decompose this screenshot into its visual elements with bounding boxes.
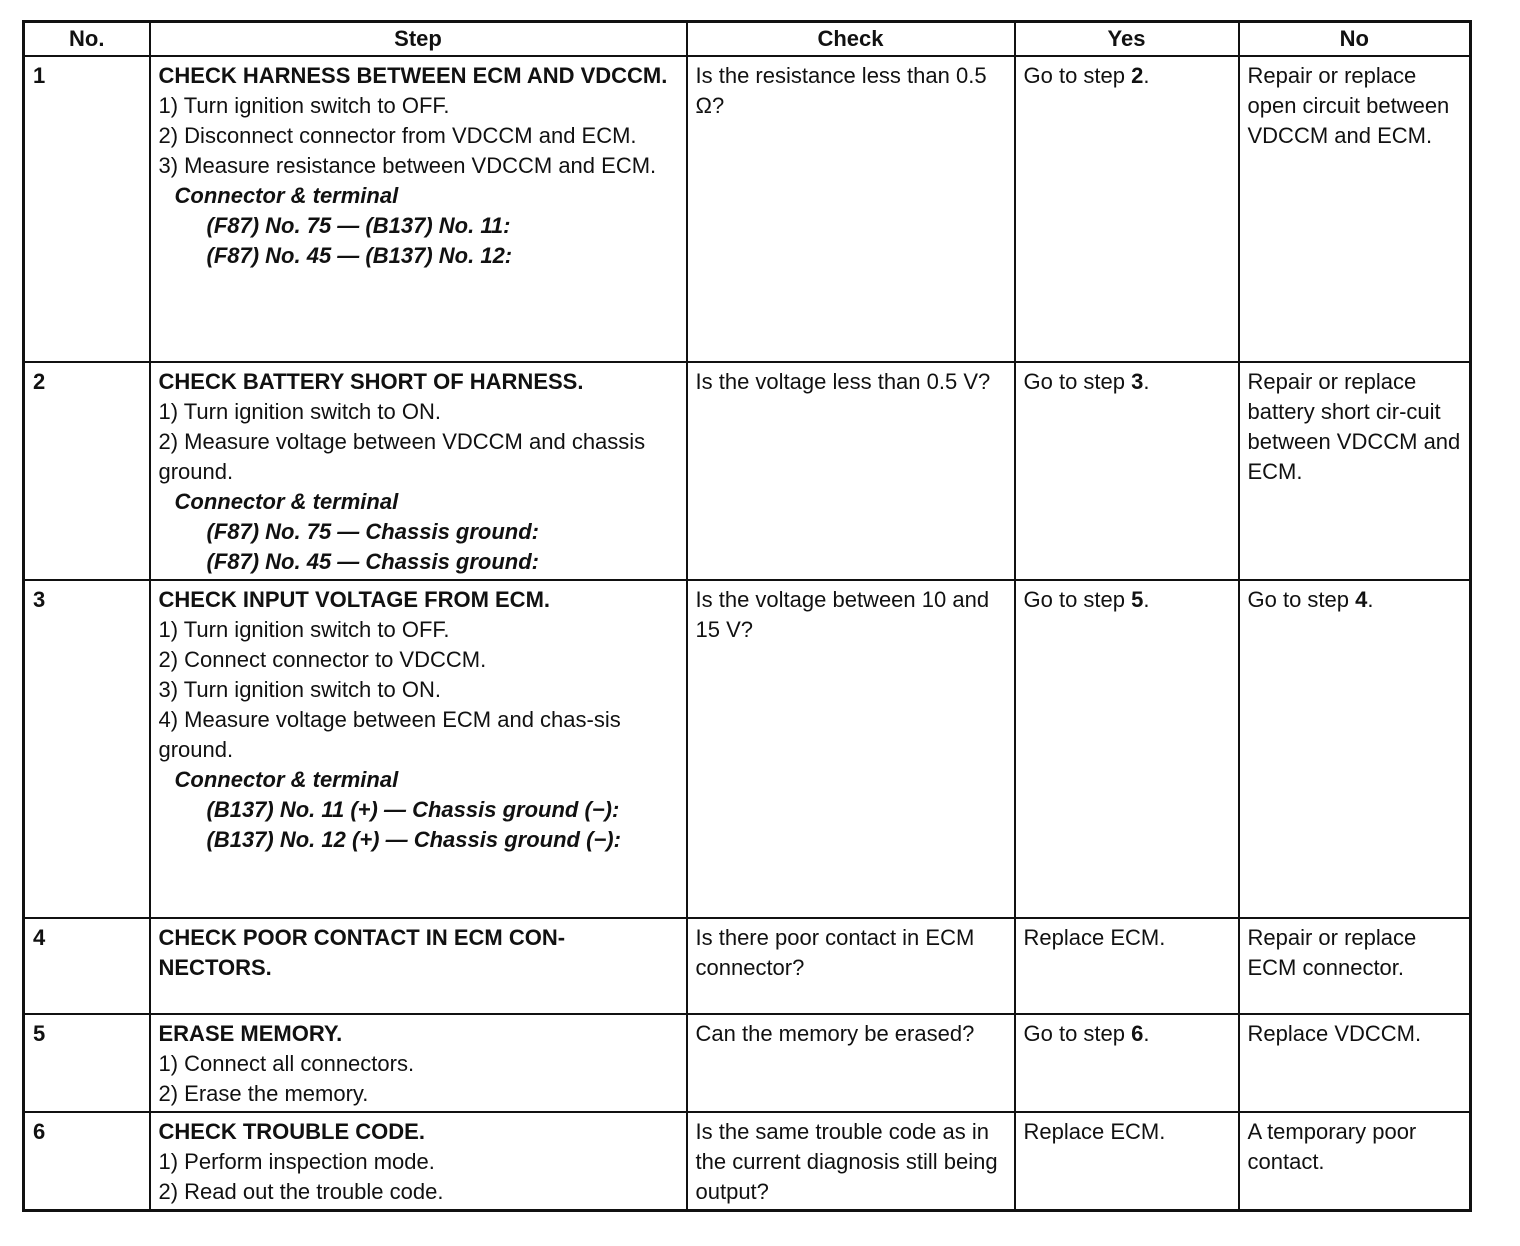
header-no: No. <box>24 22 150 57</box>
yes-result <box>1015 1014 1239 1112</box>
yes-result <box>1015 362 1239 580</box>
step-cell <box>150 918 687 1014</box>
diagnostic-table <box>22 20 1472 1212</box>
step-number: 3 <box>24 580 150 918</box>
step-instruction: 4) Measure voltage between ECM and chas-sis ground. <box>158 707 621 762</box>
check-question: Is the same trouble code as in the current diagnosis still being output? <box>687 1112 1015 1211</box>
no-result <box>1239 362 1471 580</box>
connector-terminal: (B137) No. 11 (+) — Chassis ground (−): <box>206 797 620 822</box>
period: . <box>1143 369 1150 394</box>
yes-step-ref: 3 <box>1131 369 1144 394</box>
period: . <box>1367 587 1374 612</box>
header-no-result: No <box>1239 22 1471 57</box>
connector-heading: Connector & terminal <box>174 767 399 792</box>
connector-terminal: (F87) No. 45 — Chassis ground: <box>206 549 539 574</box>
table-header-row <box>24 22 1471 57</box>
step-instruction: 1) Perform inspection mode. <box>158 1149 435 1174</box>
table-row <box>24 918 1471 1014</box>
header-step: Step <box>150 22 687 57</box>
check-question: Is the voltage less than 0.5 V? <box>687 362 1015 580</box>
yes-result-text: Go to step <box>1023 587 1132 612</box>
no-result-text: Repair or replace open circuit between VDCCM and ECM. <box>1247 63 1450 148</box>
yes-step-ref: 2 <box>1131 63 1144 88</box>
connector-terminal: (F87) No. 75 — Chassis ground: <box>206 519 539 544</box>
step-number: 4 <box>24 918 150 1014</box>
no-result-text: A temporary poor contact. <box>1247 1119 1417 1174</box>
step-cell <box>150 580 687 918</box>
period: . <box>1143 63 1150 88</box>
yes-result <box>1015 56 1239 362</box>
table-row <box>24 1112 1471 1211</box>
step-instruction: 2) Read out the trouble code. <box>158 1179 444 1204</box>
step-instruction: 2) Measure voltage between VDCCM and chassis ground. <box>158 429 646 484</box>
table-row <box>24 1014 1471 1112</box>
check-question: Can the memory be erased? <box>687 1014 1015 1112</box>
step-instruction: 2) Connect connector to VDCCM. <box>158 647 487 672</box>
table-row <box>24 56 1471 362</box>
header-yes: Yes <box>1015 22 1239 57</box>
table-body <box>24 56 1471 1211</box>
table-row <box>24 580 1471 918</box>
yes-result-text: Go to step <box>1023 1021 1132 1046</box>
step-instruction: 1) Connect all connectors. <box>158 1051 415 1076</box>
step-instruction: 2) Disconnect connector from VDCCM and ECM. <box>158 123 637 148</box>
step-cell <box>150 56 687 362</box>
no-result <box>1239 918 1471 1014</box>
step-instruction: 1) Turn ignition switch to ON. <box>158 399 441 424</box>
period: . <box>1143 587 1150 612</box>
no-step-ref: 4 <box>1355 587 1368 612</box>
yes-step-ref: 5 <box>1131 587 1144 612</box>
check-question: Is the voltage between 10 and 15 V? <box>687 580 1015 918</box>
step-cell <box>150 1014 687 1112</box>
step-number: 2 <box>24 362 150 580</box>
no-result <box>1239 1014 1471 1112</box>
step-instruction: 2) Erase the memory. <box>158 1081 369 1106</box>
connector-terminal: (B137) No. 12 (+) — Chassis ground (−): <box>206 827 621 852</box>
step-instruction: 3) Turn ignition switch to ON. <box>158 677 441 702</box>
step-title: ERASE MEMORY. <box>158 1021 343 1046</box>
yes-step-ref: 6 <box>1131 1021 1144 1046</box>
yes-result-text: Replace ECM. <box>1023 1119 1166 1144</box>
diagnostic-document <box>22 20 1469 1212</box>
no-result-text: Replace VDCCM. <box>1247 1021 1422 1046</box>
no-result <box>1239 1112 1471 1211</box>
no-result-text: Repair or replace battery short cir-cuit between VDCCM and ECM. <box>1247 369 1461 484</box>
step-number: 6 <box>24 1112 150 1211</box>
check-question: Is there poor contact in ECM connector? <box>687 918 1015 1014</box>
connector-heading: Connector & terminal <box>174 489 399 514</box>
connector-terminal: (F87) No. 45 — (B137) No. 12: <box>206 243 513 268</box>
step-title: CHECK HARNESS BETWEEN ECM AND VDCCM. <box>158 63 668 88</box>
step-title: CHECK INPUT VOLTAGE FROM ECM. <box>158 587 551 612</box>
step-number: 1 <box>24 56 150 362</box>
no-result-text: Go to step <box>1247 587 1356 612</box>
table-row <box>24 362 1471 580</box>
step-cell <box>150 1112 687 1211</box>
header-check: Check <box>687 22 1015 57</box>
step-title: CHECK POOR CONTACT IN ECM CON-NECTORS. <box>158 925 566 980</box>
no-result <box>1239 56 1471 362</box>
yes-result <box>1015 1112 1239 1211</box>
yes-result-text: Go to step <box>1023 63 1132 88</box>
step-number: 5 <box>24 1014 150 1112</box>
yes-result <box>1015 918 1239 1014</box>
connector-terminal: (F87) No. 75 — (B137) No. 11: <box>206 213 511 238</box>
no-result-text: Repair or replace ECM connector. <box>1247 925 1417 980</box>
step-instruction: 3) Measure resistance between VDCCM and ECM. <box>158 153 657 178</box>
period: . <box>1143 1021 1150 1046</box>
yes-result <box>1015 580 1239 918</box>
step-instruction: 1) Turn ignition switch to OFF. <box>158 617 450 642</box>
step-title: CHECK BATTERY SHORT OF HARNESS. <box>158 369 584 394</box>
check-question: Is the resistance less than 0.5 Ω? <box>687 56 1015 362</box>
yes-result-text: Replace ECM. <box>1023 925 1166 950</box>
step-cell <box>150 362 687 580</box>
step-title: CHECK TROUBLE CODE. <box>158 1119 425 1144</box>
no-result <box>1239 580 1471 918</box>
yes-result-text: Go to step <box>1023 369 1132 394</box>
connector-heading: Connector & terminal <box>174 183 399 208</box>
step-instruction: 1) Turn ignition switch to OFF. <box>158 93 450 118</box>
